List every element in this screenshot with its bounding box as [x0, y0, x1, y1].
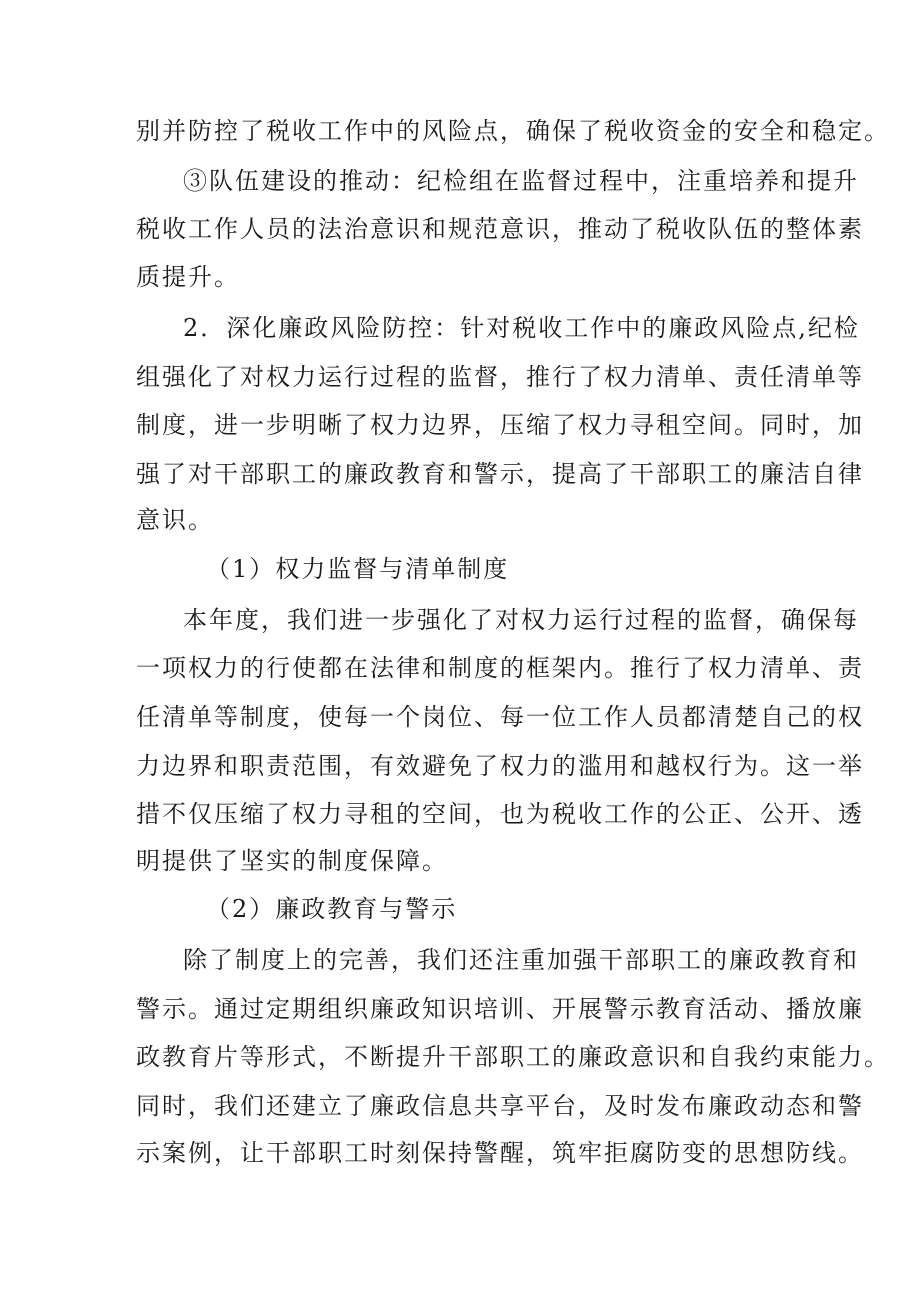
text-line: 示案例，让干部职工时刻保持警醒，筑牢拒腐防变的思想防线。: [136, 1139, 864, 1167]
text-line: 任清单等制度，使每一个岗位、每一位工作人员都清楚自己的权: [136, 703, 864, 731]
text-line: 别并防控了税收工作中的风险点，确保了税收资金的安全和稳定。: [136, 117, 890, 145]
text-line: 除了制度上的完善，我们还注重加强干部职工的廉政教育和: [183, 946, 859, 974]
text-line: 税收工作人员的法治意识和规范意识，推动了税收队伍的整体素: [136, 215, 864, 243]
text-line: 明提供了坚实的制度保障。: [136, 847, 448, 875]
text-line: 强了对干部职工的廉政教育和警示，提高了干部职工的廉洁自律: [136, 460, 864, 488]
text-line: 意识。: [136, 506, 214, 534]
text-line: 警示。通过定期组织廉政知识培训、开展警示教育活动、播放廉: [136, 995, 864, 1023]
text-line: 本年度，我们进一步强化了对权力运行过程的监督，确保每: [183, 606, 859, 634]
text-line: 制度，进一步明晰了权力边界，压缩了权力寻租空间。同时，加: [136, 411, 864, 439]
text-line: 力边界和职责范围，有效避免了权力的滥用和越权行为。这一举: [136, 752, 864, 780]
text-line: 措不仅压缩了权力寻租的空间，也为税收工作的公正、公开、透: [136, 800, 864, 828]
text-line: 2．深化廉政风险防控：针对税收工作中的廉政风险点,纪检: [183, 314, 860, 342]
text-line: 一项权力的行使都在法律和制度的框架内。推行了权力清单、责: [136, 654, 864, 682]
section-heading: （1）权力监督与清单制度: [206, 555, 510, 583]
section-heading: （2）廉政教育与警示: [206, 895, 458, 923]
text-line: 同时，我们还建立了廉政信息共享平台，及时发布廉政动态和警: [136, 1092, 864, 1120]
text-line: ③队伍建设的推动：纪检组在监督过程中，注重培养和提升: [183, 167, 859, 195]
text-line: 质提升。: [136, 263, 240, 291]
text-line: 政教育片等形式，不断提升干部职工的廉政意识和自我约束能力。: [136, 1043, 890, 1071]
text-line: 组强化了对权力运行过程的监督，推行了权力清单、责任清单等: [136, 363, 864, 391]
